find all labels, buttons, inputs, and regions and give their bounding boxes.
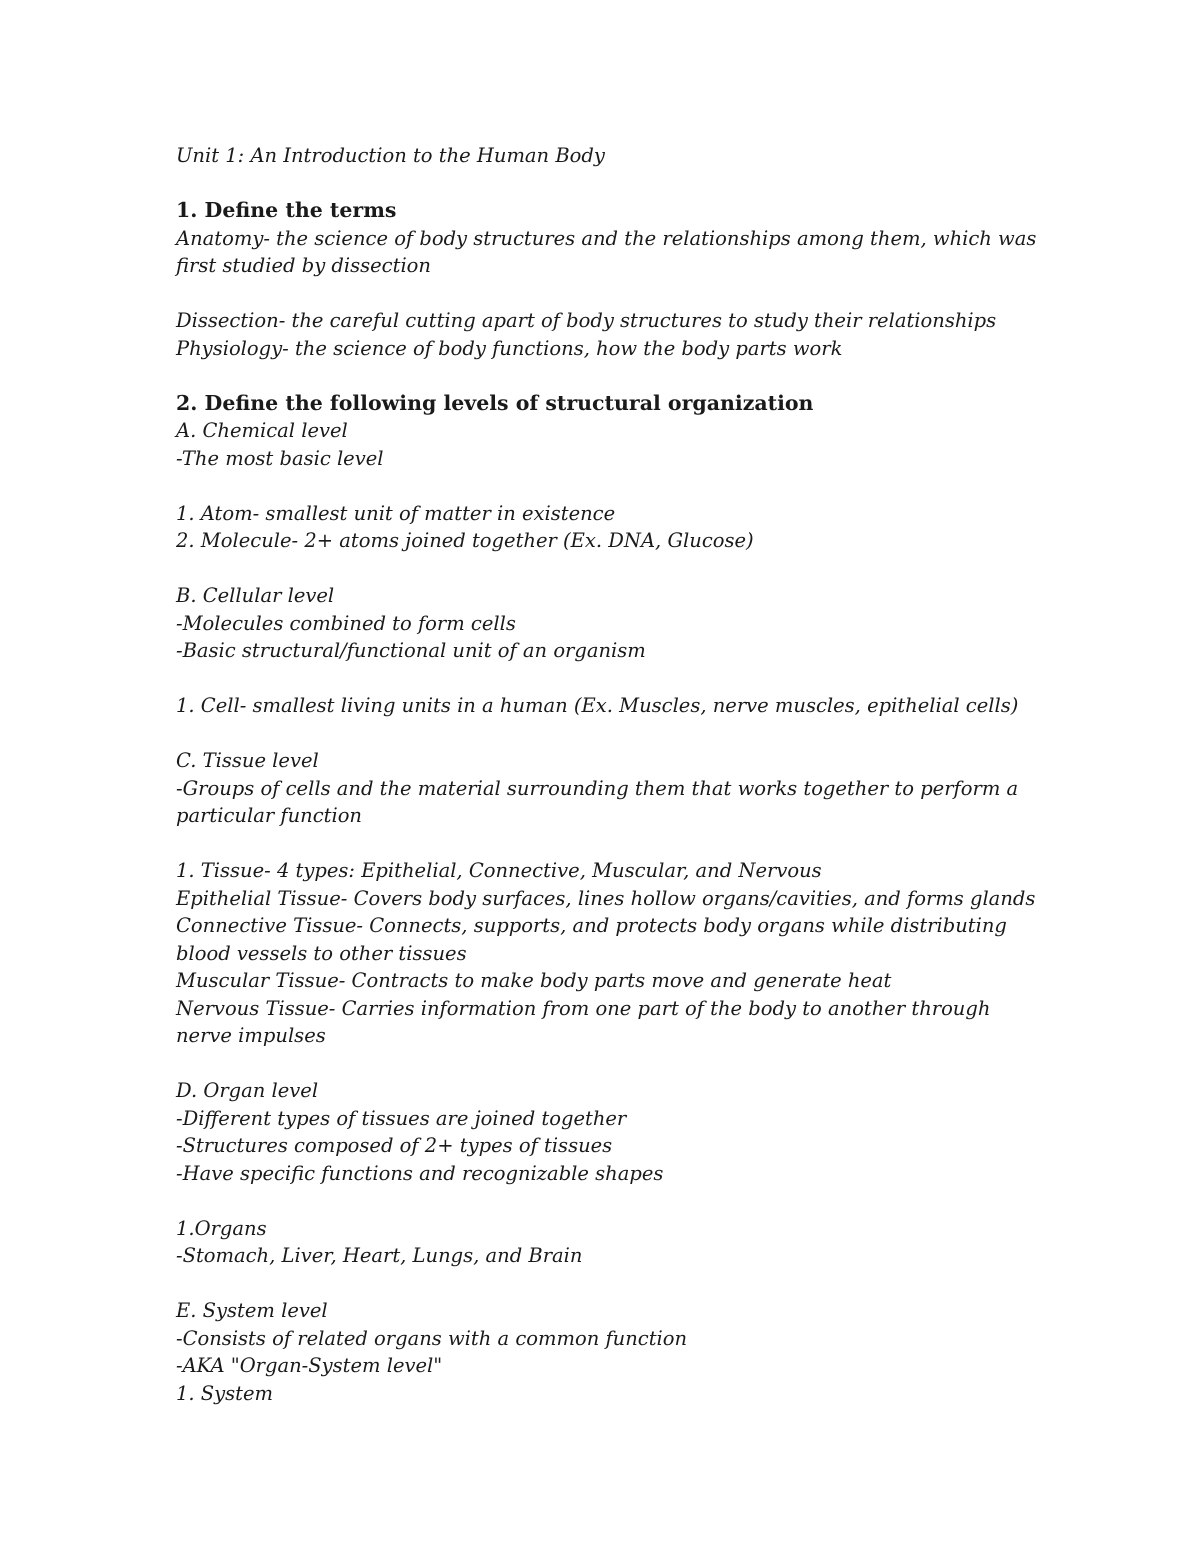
spacer xyxy=(176,472,1036,500)
spacer xyxy=(176,555,1036,583)
organ-level-title: D. Organ level xyxy=(176,1079,319,1102)
spacer xyxy=(176,280,1036,308)
physiology-definition: Physiology- the science of body functions, how the body parts work xyxy=(176,336,843,360)
chemical-item-atom: 1. Atom- smallest unit of matter in existence xyxy=(176,501,616,525)
tissue-level-desc-line-1: -Groups of cells and the material surrounding them that works together to perform a xyxy=(176,776,1019,800)
connective-tissue-definition-line-2: blood vessels to other tissues xyxy=(176,941,467,965)
connective-tissue-definition-line-1: Connective Tissue- Connects, supports, and protects body organs while distributing xyxy=(176,914,1007,937)
chemical-item-molecule: 2. Molecule- 2+ atoms joined together (Ex. DNA, Glucose) xyxy=(176,529,754,552)
organ-item-organs-examples: -Stomach, Liver, Heart, Lungs, and Brain xyxy=(176,1244,583,1267)
spacer xyxy=(176,362,1036,390)
cellular-level-desc-2: -Basic structural/functional unit of an organism xyxy=(176,639,646,662)
document-body xyxy=(176,142,1036,1407)
organ-level-desc-2: -Structures composed of 2+ types of tissues xyxy=(176,1134,613,1157)
organ-item-organs: 1.Organs xyxy=(176,1216,267,1240)
muscular-tissue-definition: Muscular Tissue- Contracts to make body parts move and generate heat xyxy=(176,969,892,992)
spacer xyxy=(176,170,1036,198)
tissue-item-types: 1. Tissue- 4 types: Epithelial, Connective, Muscular, and Nervous xyxy=(176,859,822,882)
system-item-system: 1. System xyxy=(176,1381,274,1405)
system-level-desc-2: -AKA "Organ-System level" xyxy=(176,1354,443,1377)
cellular-level-desc-1: -Molecules combined to form cells xyxy=(176,611,516,635)
epithelial-tissue-definition: Epithelial Tissue- Covers body surfaces, lines hollow organs/cavities, and forms glands xyxy=(176,886,1036,910)
spacer xyxy=(176,1050,1036,1078)
section-2-heading: 2. Define the following levels of structural organization xyxy=(176,390,814,415)
system-level-desc-1: -Consists of related organs with a common function xyxy=(176,1326,688,1350)
spacer xyxy=(176,665,1036,693)
tissue-level-title: C. Tissue level xyxy=(176,749,319,772)
document-title: Unit 1: An Introduction to the Human Body xyxy=(176,144,605,167)
system-level-title: E. System level xyxy=(176,1299,328,1322)
spacer xyxy=(176,720,1036,748)
organ-level-desc-1: -Different types of tissues are joined together xyxy=(176,1106,627,1130)
anatomy-definition-line-1: Anatomy- the science of body structures and the relationships among them, which was xyxy=(176,226,1037,250)
spacer xyxy=(176,1270,1036,1298)
nervous-tissue-definition-line-2: nerve impulses xyxy=(176,1024,326,1047)
chemical-level-desc: -The most basic level xyxy=(176,446,384,470)
dissection-definition: Dissection- the careful cutting apart of body structures to study their relationships xyxy=(176,309,997,332)
anatomy-definition-line-2: first studied by dissection xyxy=(176,254,431,277)
spacer xyxy=(176,1187,1036,1215)
spacer xyxy=(176,830,1036,858)
organ-level-desc-3: -Have specific functions and recognizable shapes xyxy=(176,1161,664,1185)
cellular-item-cell: 1. Cell- smallest living units in a human (Ex. Muscles, nerve muscles, epithelial cells) xyxy=(176,694,1019,717)
section-1-heading: 1. Define the terms xyxy=(176,198,397,222)
nervous-tissue-definition-line-1: Nervous Tissue- Carries information from one part of the body to another through xyxy=(176,996,991,1020)
chemical-level-title: A. Chemical level xyxy=(176,419,348,442)
cellular-level-title: B. Cellular level xyxy=(176,584,335,607)
tissue-level-desc-line-2: particular function xyxy=(176,804,362,827)
